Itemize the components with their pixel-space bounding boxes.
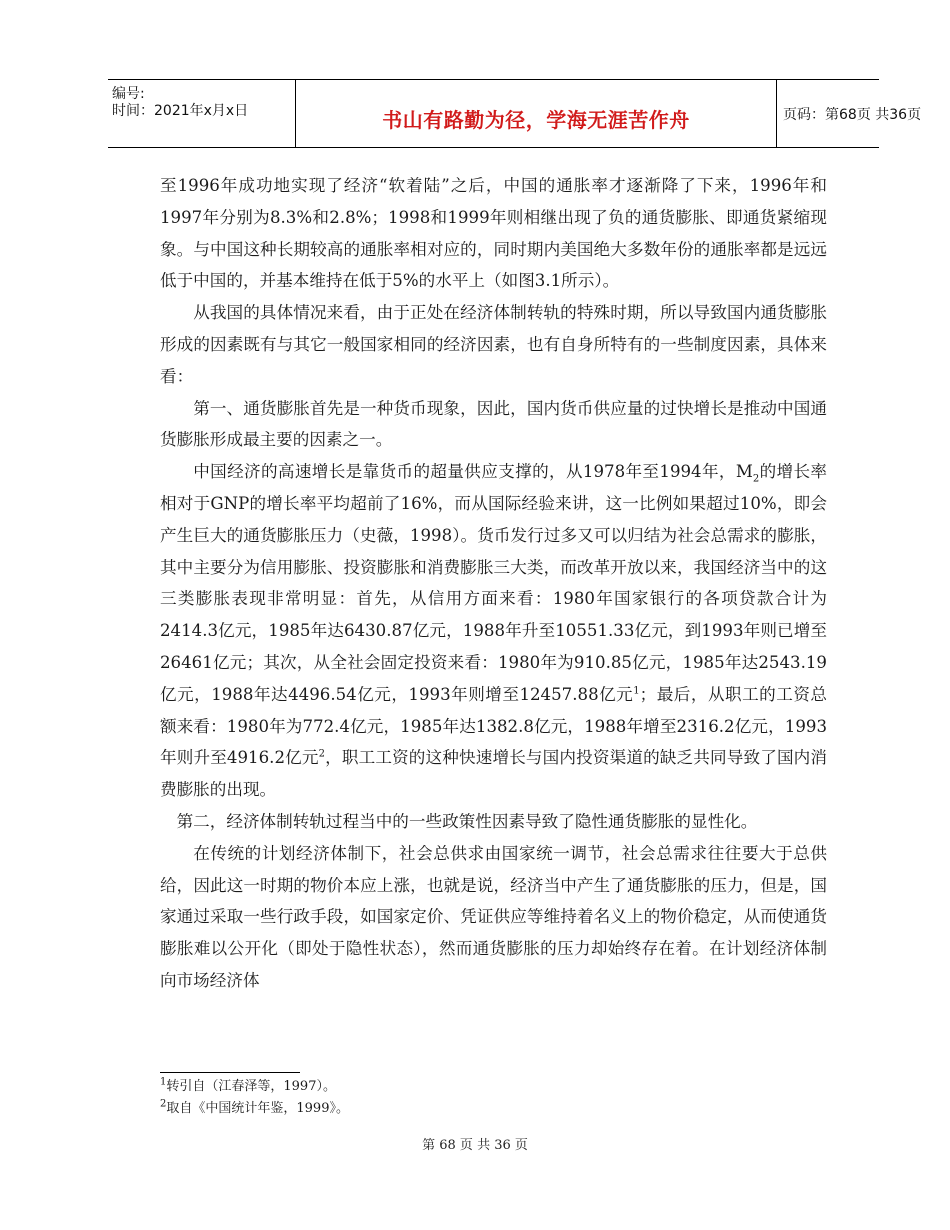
header-page-label: 页码：第68页 共36页: [783, 107, 922, 123]
footnote-ref-1[interactable]: 1: [633, 685, 640, 697]
footnote-1-mark: 1: [160, 1076, 167, 1088]
document-body: [160, 170, 827, 997]
document-number-label: 编号:: [112, 86, 145, 102]
header-motto: 书山有路勤为径，学海无涯苦作舟: [382, 108, 690, 132]
document-time-label: 时间：2021年x月x日: [112, 103, 249, 119]
footnote-1-text: 转引自（江春泽等，1997）。: [166, 1079, 336, 1094]
m2-subscript: 2: [752, 473, 760, 485]
paragraph-4-part-d: ，职工工资的这种快速增长与国内投资渠道的缺乏共同导致了国内消费膨胀的出现。: [160, 748, 828, 800]
paragraph-1: 至1996年成功地实现了经济“软着陆”之后，中国的通胀率才逐渐降了下来，1996年和1997年分别为8.3%和2.8%；1998和1999年则相继出现了负的通货膨胀、即通货紧缩现象。与中国这种长期较高的通胀率相对应的，同时期内美国绝大多数年份的通胀率都是远远低于中国的，并基本维持在低于5%的水平上（如图3.1所示）。: [160, 176, 827, 291]
footnote-2: [160, 1098, 349, 1120]
footnote-ref-2[interactable]: 2: [318, 748, 325, 760]
header-meta-cell: [108, 80, 296, 147]
page-header: [108, 79, 922, 148]
footnote-2-text: 取自《中国统计年鉴，1999》。: [166, 1101, 349, 1116]
footnote-1: [160, 1076, 349, 1098]
header-motto-cell: [296, 80, 777, 147]
footnote-2-mark: 2: [160, 1098, 167, 1110]
footnote-divider: [160, 1072, 300, 1073]
page-footer: 第 68 页 共 36 页: [422, 1138, 528, 1153]
paragraph-5: 第二，经济体制转轨过程当中的一些政策性因素导致了隐性通货膨胀的显性化。: [176, 811, 758, 831]
paragraph-4-part-a: 中国经济的高速增长是靠货币的超量供应支撑的，从1978年至1994年，M: [193, 462, 753, 482]
paragraph-6: 在传统的计划经济体制下，社会总供求由国家统一调节，社会总需求往往要大于总供给，因此这一时期的物价本应上涨，也就是说，经济当中产生了通货膨胀的压力，但是，国家通过采取一些行政手段，如国家定价、凭证供应等维持着名义上的物价稳定，从而使通货膨胀难以公开化（即处于隐性状态），然而通货膨胀的压力却始终存在着。在计划经济体制向市场经济体: [160, 843, 827, 990]
paragraph-2: 从我国的具体情况来看，由于正处在经济体制转轨的特殊时期，所以导致国内通货膨胀形成的因素既有与其它一般国家相同的经济因素，也有自身所特有的一些制度因素，具体来看：: [160, 303, 827, 386]
header-page-cell: [777, 80, 922, 147]
paragraph-4-part-c: ；最后，从职工的工资总额来看：1980年为772.4亿元，1985年达1382.8亿元，1988年增至2316.2亿元，1993年则升至4916.2亿元: [160, 684, 827, 768]
paragraph-3: 第一、通货膨胀首先是一种货币现象，因此，国内货币供应量的过快增长是推动中国通货膨胀形成最主要的因素之一。: [160, 398, 827, 450]
footnotes: [160, 1076, 349, 1120]
paragraph-4: [160, 456, 827, 806]
paragraph-4-part-b: 的增长率相对于GNP的增长率平均超前了16%，而从国际经验来讲，这一比例如果超过10%，即会产生巨大的通货膨胀压力（史薇，1998）。货币发行过多又可以归结为社会总需求的膨胀，其中主要分为信用膨胀、投资膨胀和消费膨胀三大类，而改革开放以来，我国经济当中的这三类膨胀表现非常明显：首先，从信用方面来看：1980年国家银行的各项贷款合计为2414.3亿元，1985年达6430.87亿元，1988年升至10551.33亿元，到1993年则已增至26461亿元；其次，从全社会固定投资来看：1980年为910.85亿元，1985年达2543.19亿元，1988年达4496.54亿元，1993年则增至12457.88亿元: [160, 462, 827, 704]
